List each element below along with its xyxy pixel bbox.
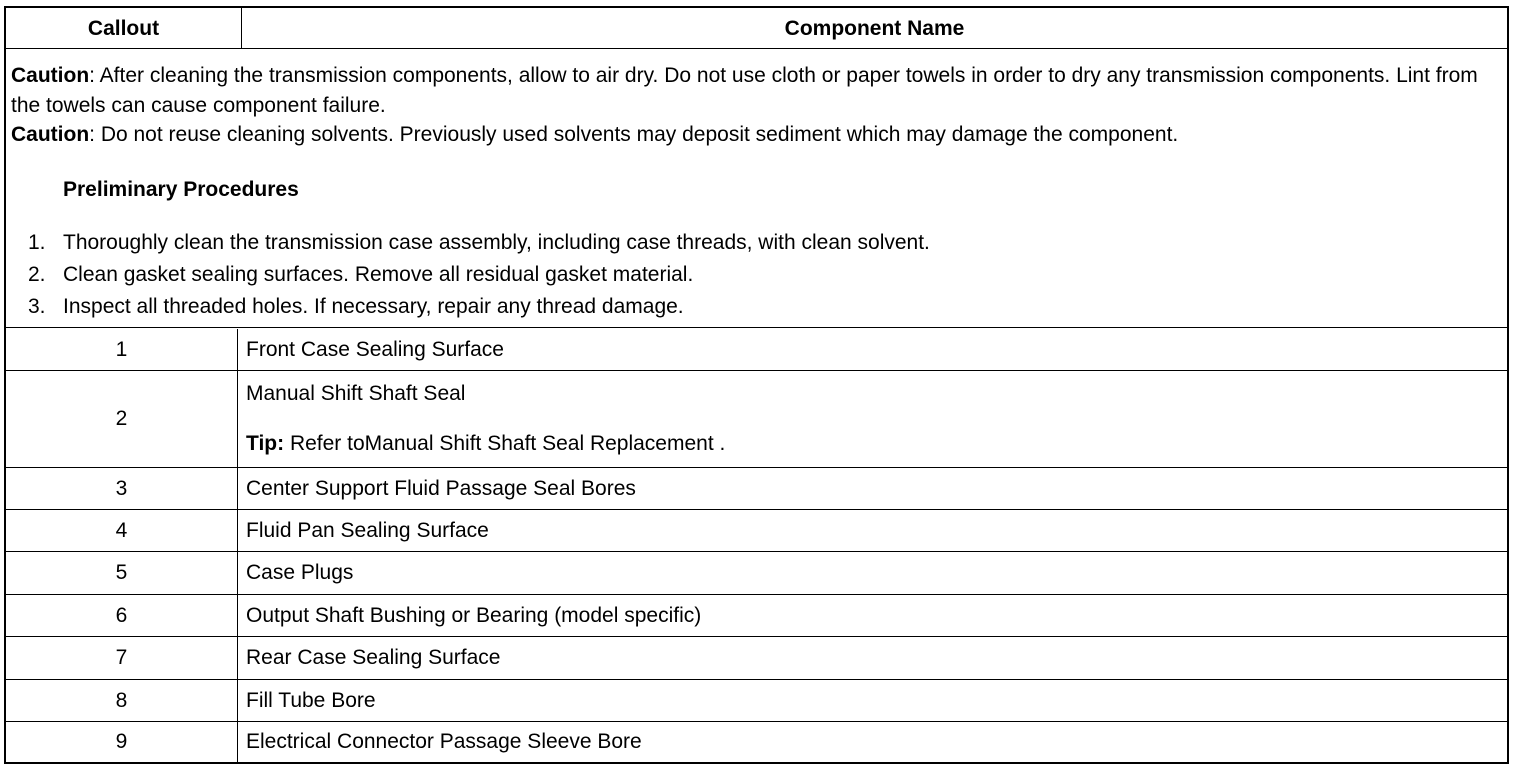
- tip-note: [246, 432, 1507, 456]
- caution-text: : After cleaning the transmission components, allow to air dry. Do not use cloth or paper towels in order to dry any transmission components. Lint from the towels can cause component failure.: [11, 64, 1478, 117]
- component-name-cell: [246, 329, 1507, 370]
- caution-label: Caution: [11, 64, 90, 87]
- component-table: [4, 6, 1509, 764]
- table-row: [6, 510, 1507, 552]
- callout-cell: 3: [6, 468, 238, 509]
- component-name-cell: [246, 468, 1507, 509]
- table-row: [6, 637, 1507, 680]
- tip-label: Tip:: [246, 432, 285, 455]
- preliminary-procedures-title: Preliminary Procedures: [63, 177, 299, 201]
- caution-note-2: [11, 120, 1507, 150]
- component-name: Center Support Fluid Passage Seal Bores: [246, 476, 636, 500]
- table-row: [6, 722, 1507, 762]
- step-item: [11, 259, 1507, 291]
- table-row: [6, 329, 1507, 371]
- component-name: Fluid Pan Sealing Surface: [246, 518, 489, 542]
- callout-cell: 4: [6, 510, 238, 551]
- table-header-row: [6, 8, 1507, 49]
- callout-cell: 7: [6, 637, 238, 679]
- step-number: 1.: [28, 231, 46, 254]
- caution-note-1: [11, 61, 1507, 120]
- component-name: Fill Tube Bore: [246, 688, 376, 712]
- step-text: Thoroughly clean the transmission case assembly, including case threads, with clean solvent.: [63, 231, 930, 254]
- preliminary-steps-list: [11, 227, 1507, 323]
- step-text: Inspect all threaded holes. If necessary, repair any thread damage.: [63, 295, 684, 318]
- notes-section: [6, 50, 1507, 328]
- step-item: [11, 291, 1507, 323]
- component-name: Manual Shift Shaft Seal: [246, 382, 466, 405]
- component-name: Electrical Connector Passage Sleeve Bore: [246, 730, 642, 753]
- callout-cell: 5: [6, 552, 238, 594]
- caution-label: Caution: [11, 123, 90, 146]
- table-row: [6, 595, 1507, 637]
- header-component-name: Component Name: [784, 16, 965, 40]
- step-text: Clean gasket sealing surfaces. Remove all residual gasket material.: [63, 263, 694, 286]
- component-name-cell: [246, 637, 1507, 679]
- component-name: Case Plugs: [246, 561, 354, 584]
- table-row: [6, 552, 1507, 595]
- tip-text: Refer toManual Shift Shaft Seal Replacement .: [284, 432, 726, 455]
- component-name: Output Shaft Bushing or Bearing (model specific): [246, 603, 702, 627]
- component-name-cell: [246, 722, 1507, 762]
- component-name-cell: [246, 371, 1507, 467]
- component-name-cell: [246, 552, 1507, 594]
- callout-cell: 9: [6, 722, 238, 762]
- table-row: [6, 468, 1507, 510]
- component-name: Front Case Sealing Surface: [246, 337, 504, 361]
- component-name-cell: [246, 595, 1507, 636]
- table-row: [6, 680, 1507, 722]
- callout-cell: 1: [6, 329, 238, 370]
- step-number: 2.: [28, 263, 46, 286]
- component-name-cell: [246, 510, 1507, 551]
- component-name: Rear Case Sealing Surface: [246, 646, 501, 669]
- step-item: [11, 227, 1507, 259]
- caution-text: : Do not reuse cleaning solvents. Previously used solvents may deposit sediment which may damage the component.: [89, 123, 1179, 146]
- callout-cell: 8: [6, 680, 238, 721]
- callout-cell: 6: [6, 595, 238, 636]
- header-callout: Callout: [6, 8, 242, 49]
- component-name-cell: [246, 680, 1507, 721]
- callout-cell: 2: [6, 371, 238, 467]
- table-row: [6, 371, 1507, 468]
- step-number: 3.: [28, 295, 46, 318]
